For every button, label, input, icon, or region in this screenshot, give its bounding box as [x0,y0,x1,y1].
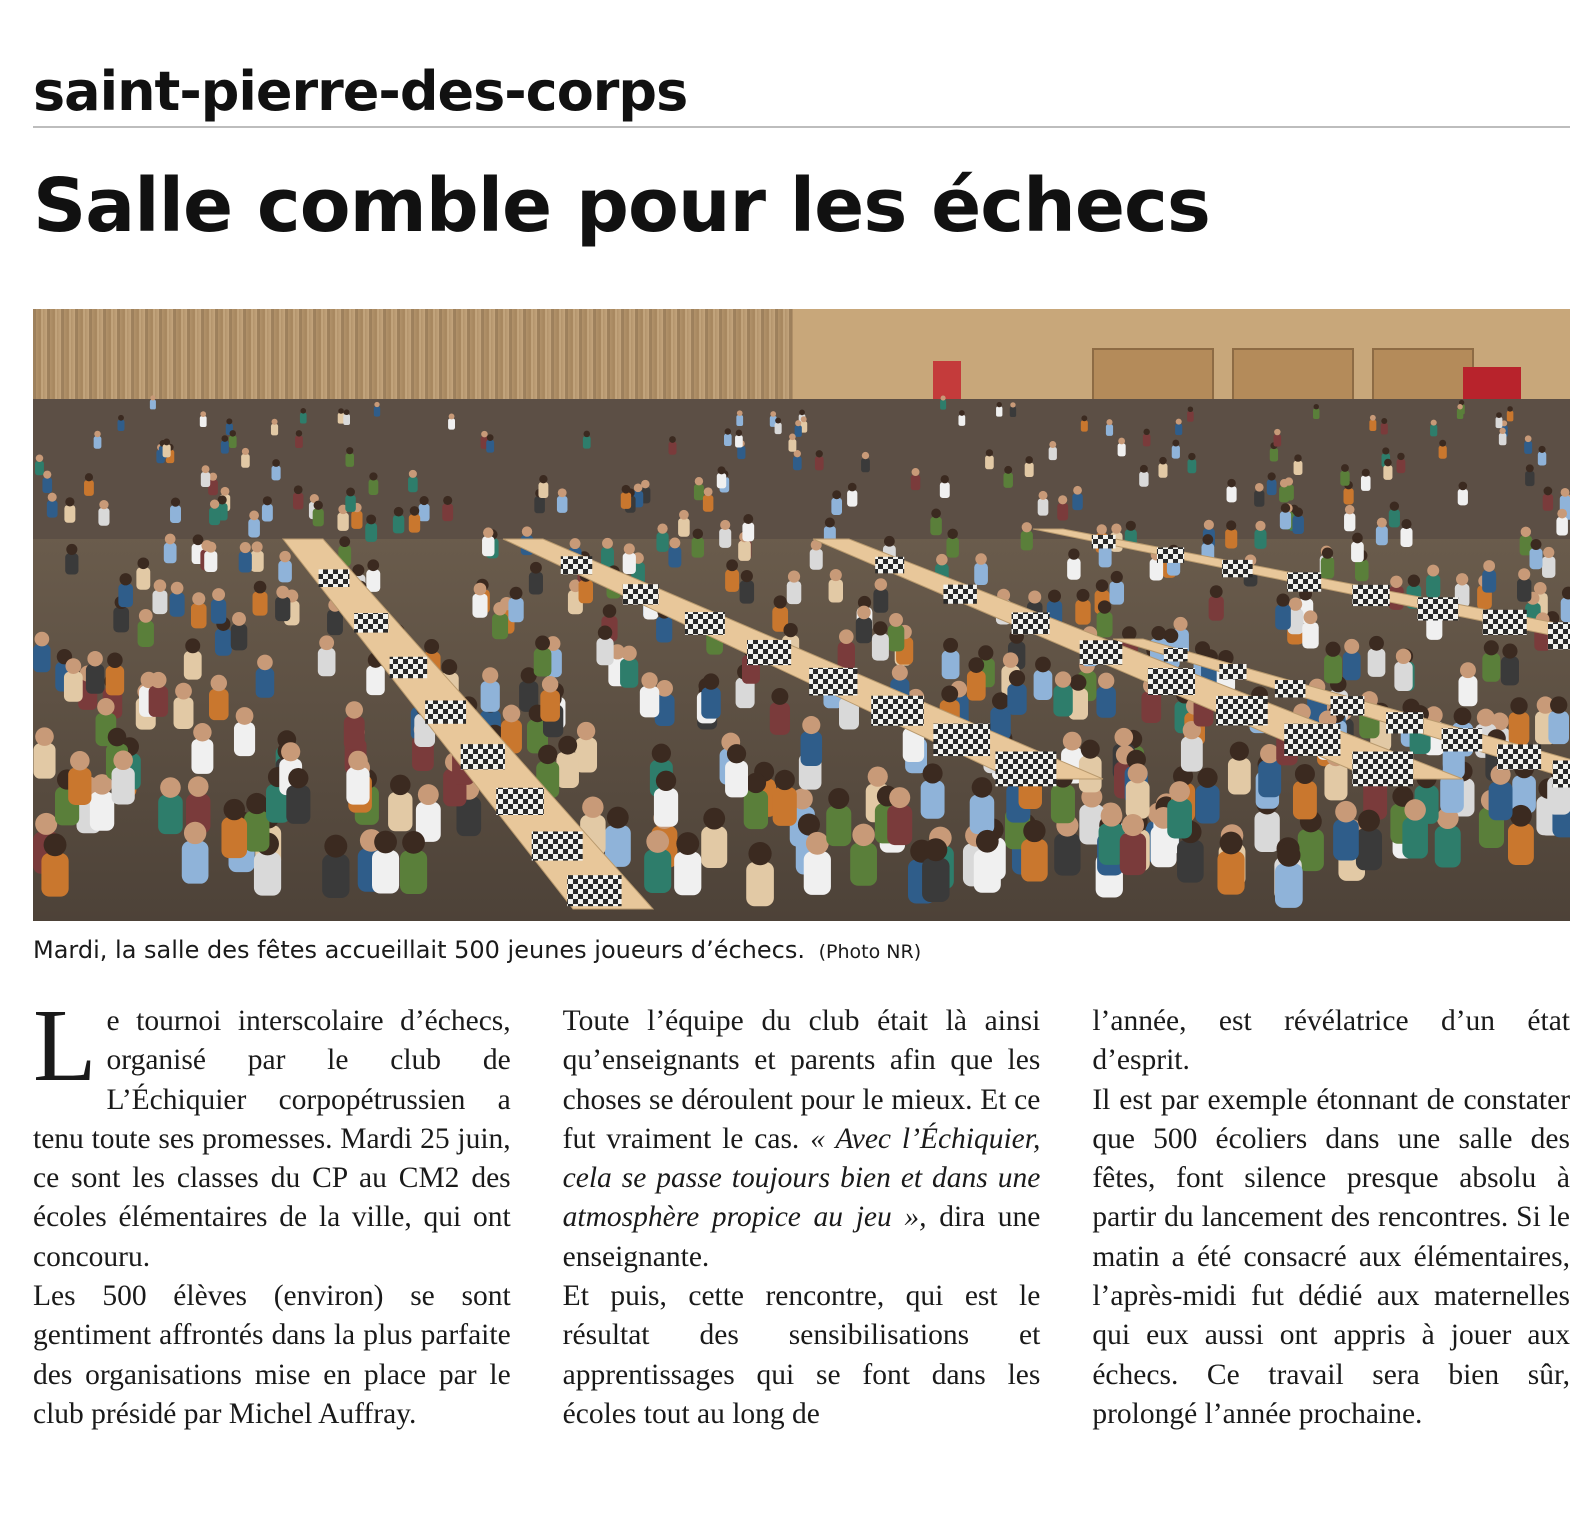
paragraph-text: e tournoi interscolaire d’échecs, organisé par le club de L’Échiquier corpopétrussien a tenu toute ses promesses. Mardi 25 juin, ce sont les classes du CP au CM2 des écoles élémentaires de la ville, qui ont concouru. [33,1005,511,1273]
paragraph: Les 500 élèves (environ) se sont gentiment affrontés dans la plus parfaite des organisations mise en place par le club présidé par Michel Auffray. [33,1280,511,1430]
paragraph: Il est par exemple étonnant de constater que 500 écoliers dans une salle des fêtes, font silence presque absolu à partir du lancement des rencontres. Si le matin a été consacré aux élémentaires, l’après-midi fut dédié aux maternelles qui eux aussi ont appris à jouer aux échecs. Ce travail sera bien sûr, prolongé l’année prochaine. [1092,1083,1571,1430]
paragraph-text: Toute l’équipe du club était là ainsi qu’enseignants et parents afin que les choses se déroulent pour le mieux. Et ce fut vraiment le cas. [562,1005,1041,1155]
article-column-1 [33,988,511,1532]
paragraph: l’année, est révélatrice d’un état d’esprit. [1092,1005,1571,1077]
photo-caption [33,932,1570,970]
article-body [33,988,1571,1532]
paragraph-text: dira une enseignante. [562,1201,1041,1273]
article-photo [33,309,1570,921]
teacher-quote: « Avec l’Échiquier, cela se passe toujours bien et dans une atmosphère propice au jeu », [562,1122,1041,1234]
section-rubric [33,58,1570,128]
drop-cap: L [33,988,97,1103]
article-column-3 [1092,1002,1570,1532]
paragraph [563,1002,1041,1277]
rubric-text: saint-pierre-des-corps [33,60,688,123]
photo-credit: (Photo NR) [818,941,922,963]
headline: Salle comble pour les échecs [33,163,1210,249]
paragraph: Et puis, cette rencontre, qui est le résultat des sensibilisations et apprentissages qui se font dans les écoles tout au long de [562,1280,1041,1430]
article-column-2 [563,1002,1041,1532]
paragraph [33,988,511,1277]
chess-hall-photo [33,309,1570,921]
caption-text: Mardi, la salle des fêtes accueillait 500 jeunes joueurs d’échecs. [33,936,805,964]
